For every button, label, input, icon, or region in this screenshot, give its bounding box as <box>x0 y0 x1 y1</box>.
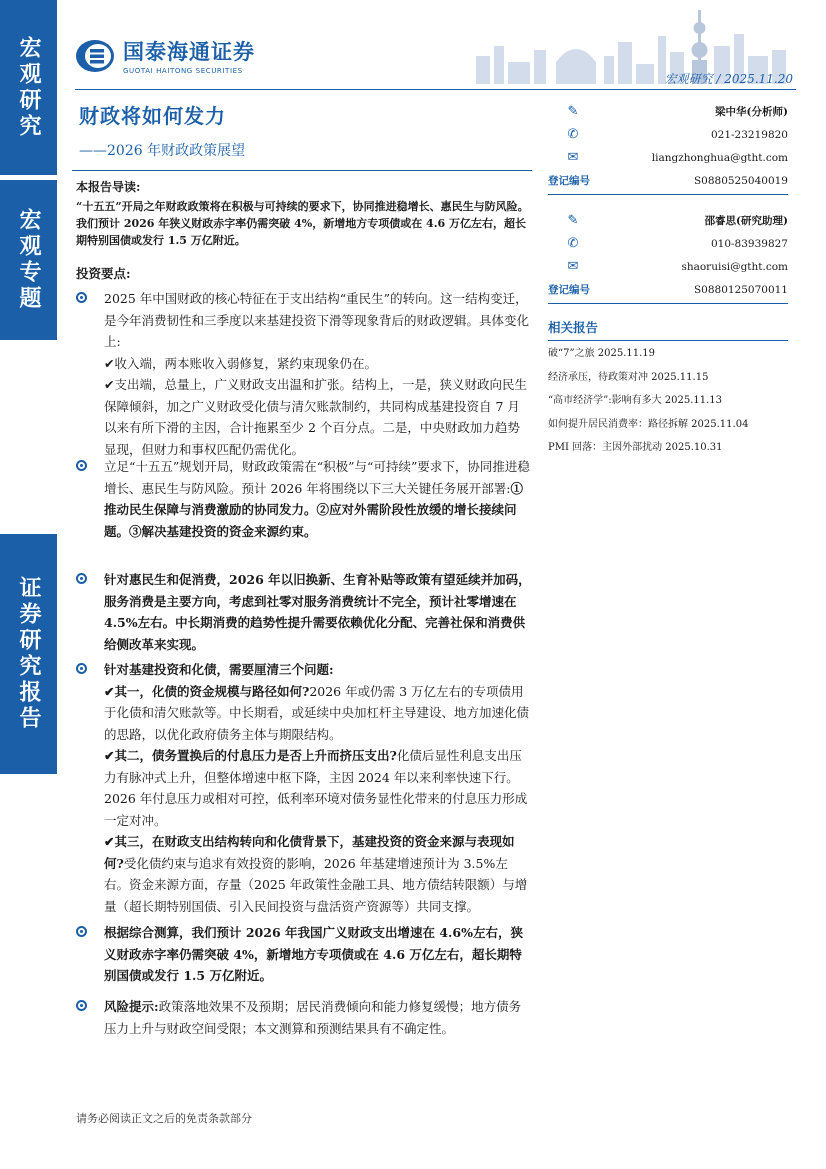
analyst-2-email[interactable]: shaoruisi@gtht.com <box>681 260 788 273</box>
mail-icon: ✉ <box>567 149 579 165</box>
sidebar-tag-macro-research: 宏观研究 <box>0 0 57 175</box>
page-header <box>57 0 826 100</box>
person-icon: ✎ <box>567 103 579 119</box>
analyst-divider <box>548 194 788 195</box>
person-icon: ✎ <box>567 212 579 228</box>
point-1-text: 2025 年中国财政的核心特征在于支出结构“重民生”的转向。这一结构变迁，是今年消费韧性和三季度以来基建投资下滑等现象背后的财政逻辑。具体变化上: <box>104 291 530 349</box>
related-reports-divider <box>548 340 788 341</box>
investment-points-label: 投资要点: <box>76 266 131 281</box>
analyst-divider <box>548 303 788 304</box>
sidebar-tag-macro-topic: 宏观专题 <box>0 180 57 340</box>
analyst-1-reg: S0880525040019 <box>693 174 788 187</box>
analyst-2-reg: S0880125070011 <box>693 283 788 296</box>
analyst-1-email[interactable]: liangzhonghua@gtht.com <box>651 151 788 164</box>
bullet-icon <box>76 926 87 937</box>
logo-name-en: GUOTAI HAITONG SECURITIES <box>123 67 243 75</box>
related-reports-list <box>548 342 788 460</box>
phone-icon: ✆ <box>567 126 579 142</box>
sidebar-tag-report-type: 证券研究报告 <box>0 534 57 774</box>
analyst-2-phone: 010-83939827 <box>710 237 788 250</box>
investment-point-3 <box>76 569 531 655</box>
report-category-date: 宏观研究 / 2025.11.20 <box>664 72 793 86</box>
point-4-q1-text: 2026 年或仍需 3 万亿左右的专项债用于化债和清欠账款等。中长期看，或延续中央加杠杆主导建设、地方加速化债的思路，以优化政府债务主体与期限结构。 <box>104 683 530 742</box>
report-subtitle: ——2026 年财政政策展望 <box>79 143 246 159</box>
investment-point-6 <box>76 996 531 1039</box>
bullet-icon <box>76 573 87 584</box>
investment-point-4 <box>76 659 531 917</box>
analyst-1-phone-row <box>548 123 788 146</box>
related-report-item[interactable]: PMI 回落：主因外部扰动 2025.10.31 <box>548 442 723 453</box>
analyst-2-name-row <box>548 209 788 232</box>
guide-text: “十五五”开局之年财政政策将在积极与可持续的要求下，协同推进稳增长、惠民生与防风险。我们预计 2026 年狭义财政赤字率仍需突破 4%，新增地方专项债或在 4.6 万亿左右，超长期特别国债或发行 1.5 万亿附近。 <box>76 200 529 247</box>
risk-label: 风险提示: <box>104 999 159 1014</box>
bullet-icon <box>76 292 87 303</box>
analyst-2-phone-row <box>548 232 788 255</box>
analyst-2-name: 邵睿思(研究助理) <box>704 215 788 227</box>
point-5-text: 根据综合测算，我们预计 2026 年我国广义财政支出增速在 4.6%左右，狭义财政赤字率仍需突破 4%，新增地方专项债或在 4.6 万亿左右，超长期特别国债或发行 1.5 万亿附近。 <box>104 925 523 983</box>
logo-mark-icon <box>75 39 115 73</box>
report-title: 财政将如何发力 <box>79 104 226 128</box>
analyst-1-name: 梁中华(分析师) <box>715 106 788 118</box>
point-1-revenue: ✔收入端，两本账收入弱修复，紧约束现象仍在。 <box>104 355 377 371</box>
investment-point-1 <box>76 288 531 460</box>
point-2-text: 立足“十五五”规划开局，财政政策需在“积极”与“可持续”要求下，协同推进稳增长、惠民生与防风险。预计 2026 年将围绕以下三大关键任务展开部署: <box>104 459 530 496</box>
related-report-item[interactable]: 经济承压，待政策对冲 2025.11.15 <box>548 371 709 383</box>
guide-label: 本报告导读: <box>76 180 141 194</box>
bullet-icon <box>76 1000 87 1011</box>
point-4-q2: ✔其二，债务置换后的付息压力是否上升而挤压支出? <box>104 748 397 763</box>
point-4-q1: ✔其一，化债的资金规模与路径如何? <box>104 683 310 699</box>
analyst-1-phone: 021-23219820 <box>710 128 788 141</box>
analyst-1-reg-row <box>548 169 788 192</box>
point-4-q3: ✔其三，在财政支出结构转向和化债背景下，基建投资的资金来源与表现如何? <box>104 834 515 871</box>
logo-name-cn: 国泰海通证券 <box>123 40 255 64</box>
phone-icon: ✆ <box>567 235 579 251</box>
point-3-text: 针对惠民生和促消费，2026 年以旧换新、生育补贴等政策有望延续并加码，服务消费是主要方向，考虑到社零对服务消费统计不完全，预计社零增速在 4.5%左右。中长期消费的趋势性提升需要依赖优化分配、完善社保和消费供给侧改革来实现。 <box>104 572 531 652</box>
related-reports-title: 相关报告 <box>548 320 599 335</box>
title-divider <box>72 170 532 171</box>
point-2-tasks: ①推动民生保障与消费激励的协同发力。②应对外需阶段性放缓的增长接续问题。③解决基建投资的资金来源约束。 <box>104 480 523 539</box>
risk-text: 政策落地效果不及预期；居民消费倾向和能力修复缓慢；地方债务压力上升与财政空间受限；本文测算和预测结果具有不确定性。 <box>104 999 522 1036</box>
point-4-head: 针对基建投资和化债，需要厘清三个问题: <box>104 662 334 677</box>
sidebar <box>0 0 57 1169</box>
analyst-panel <box>548 100 788 306</box>
mail-icon: ✉ <box>567 258 579 274</box>
bullet-icon <box>76 663 87 674</box>
investment-point-5 <box>76 922 531 987</box>
brand-logo <box>75 36 255 75</box>
analyst-2-email-row <box>548 255 788 278</box>
investment-point-2 <box>76 456 531 542</box>
related-report-item[interactable]: 如何提升居民消费率：路径拆解 2025.11.04 <box>548 418 749 430</box>
analyst-1-name-row <box>548 100 788 123</box>
related-report-item[interactable]: 破“7”之旅 2025.11.19 <box>548 348 656 359</box>
disclaimer-footer: 请务必阅读正文之后的免责条款部分 <box>76 1112 252 1125</box>
analyst-1-email-row <box>548 146 788 169</box>
related-report-item[interactable]: “高市经济学”:影响有多大 2025.11.13 <box>548 395 723 406</box>
point-1-expenditure: ✔支出端，总量上，广义财政支出温和扩张。结构上，一是，狭义财政向民生保障倾斜，加之广义财政受化债与清欠账款制约，共同构成基建投资自 7 月以来有所下滑的主因，合计拖累至少 2 个百分点。二是，中央财政加力趋势显现，但财力和事权匹配仍需优化。 <box>104 377 527 457</box>
point-4-q2-text: 化债后显性利息支出压力有脉冲式上升，但整体增速中枢下降，主因 2024 年以来利率快速下行。2026 年付息压力或相对可控，低利率环境对债务显性化带来的付息压力形成一定对冲。 <box>104 748 528 828</box>
analyst-2-reg-label: 登记编号 <box>548 284 590 296</box>
header-divider <box>75 89 796 90</box>
analyst-2-reg-row <box>548 278 788 301</box>
analyst-1-reg-label: 登记编号 <box>548 175 590 187</box>
bullet-icon <box>76 460 87 471</box>
point-4-q3-text: 受化债约束与追求有效投资的影响，2026 年基建增速预计为 3.5%左右。资金来源方面，存量（2025 年政策性金融工具、地方债结转限额）与增量（超长期特别国债、引入民间投资与盘活资产资源等）共同支撑。 <box>104 855 528 914</box>
